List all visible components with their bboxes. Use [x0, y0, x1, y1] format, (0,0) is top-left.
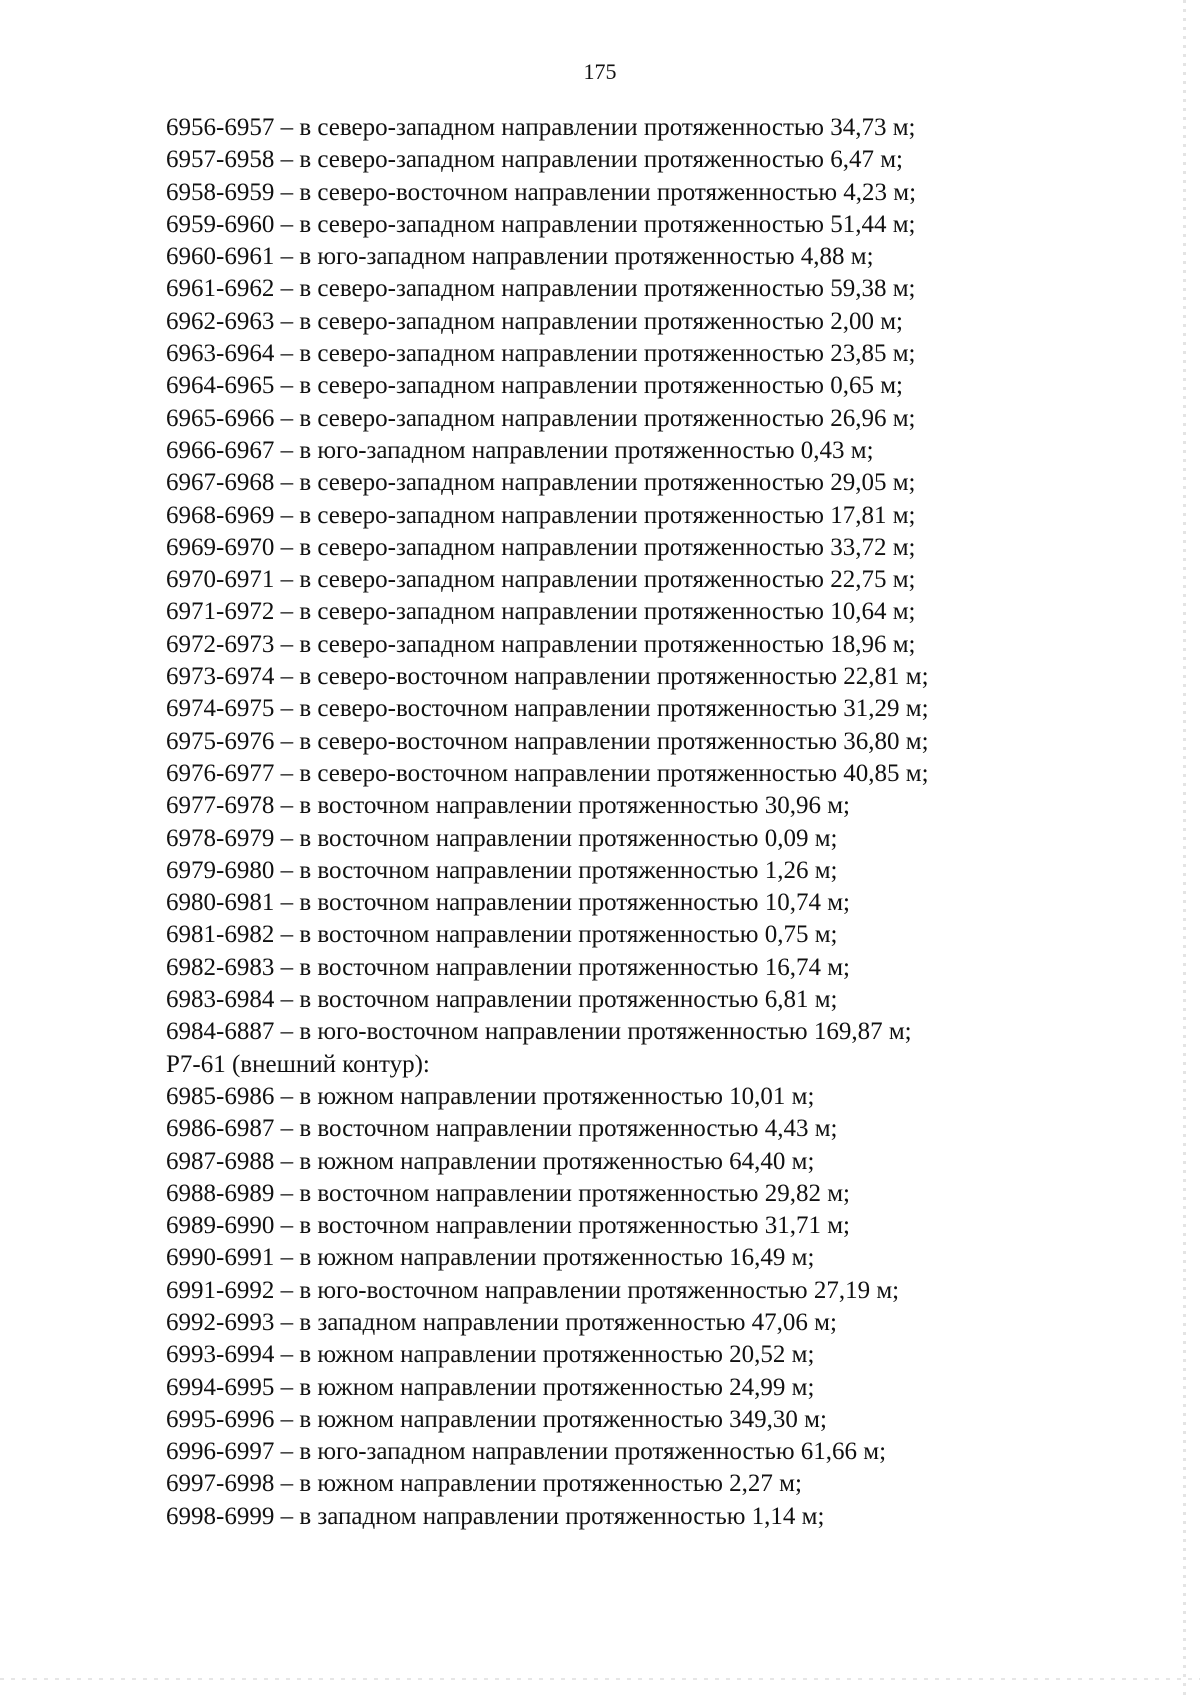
segment-line: 6962-6963 – в северо-западном направлении протяженностью 2,00 м; — [166, 307, 903, 335]
segment-line: 6997-6998 – в южном направлении протяженностью 2,27 м; — [166, 1470, 802, 1498]
segment-line: 6971-6972 – в северо-западном направлении протяженностью 10,64 м; — [166, 598, 916, 626]
segment-line: 6989-6990 – в восточном направлении протяженностью 31,71 м; — [166, 1212, 850, 1240]
segment-line: 6961-6962 – в северо-западном направлении протяженностью 59,38 м; — [166, 275, 916, 303]
segment-line: 6964-6965 – в северо-западном направлении протяженностью 0,65 м; — [166, 372, 903, 400]
segment-line: 6965-6966 – в северо-западном направлении протяженностью 26,96 м; — [166, 404, 916, 432]
segment-line: 6975-6976 – в северо-восточном направлении протяженностью 36,80 м; — [166, 727, 929, 755]
segment-line: 6959-6960 – в северо-западном направлении протяженностью 51,44 м; — [166, 210, 916, 238]
segment-line: 6986-6987 – в восточном направлении протяженностью 4,43 м; — [166, 1115, 838, 1143]
segment-line: 6998-6999 – в западном направлении протяженностью 1,14 м; — [166, 1502, 825, 1530]
segment-line: 6970-6971 – в северо-западном направлении протяженностью 22,75 м; — [166, 566, 916, 594]
segment-line: 6973-6974 – в северо-восточном направлении протяженностью 22,81 м; — [166, 663, 929, 691]
segment-line: 6979-6980 – в восточном направлении протяженностью 1,26 м; — [166, 856, 838, 884]
segment-line: 6968-6969 – в северо-западном направлении протяженностью 17,81 м; — [166, 501, 916, 529]
segment-line: 6996-6997 – в юго-западном направлении протяженностью 61,66 м; — [166, 1438, 887, 1466]
scan-edge-artifact-right — [1183, 0, 1186, 1696]
segment-line: 6982-6983 – в восточном направлении протяженностью 16,74 м; — [166, 953, 850, 981]
segment-line: 6956-6957 – в северо-западном направлении протяженностью 34,73 м; — [166, 114, 916, 141]
segment-line: 6987-6988 – в южном направлении протяженностью 64,40 м; — [166, 1147, 815, 1175]
segment-line: 6991-6992 – в юго-восточном направлении протяженностью 27,19 м; — [166, 1276, 900, 1304]
segment-line: 6984-6887 – в юго-восточном направлении протяженностью 169,87 м; — [166, 1018, 912, 1046]
boundary-segment-list — [166, 112, 1066, 1533]
segment-line: 6960-6961 – в юго-западном направлении протяженностью 4,88 м; — [166, 243, 874, 271]
segment-line: 6974-6975 – в северо-восточном направлении протяженностью 31,29 м; — [166, 695, 929, 723]
segment-line: 6976-6977 – в северо-восточном направлении протяженностью 40,85 м; — [166, 759, 929, 787]
segment-line: 6992-6993 – в западном направлении протяженностью 47,06 м; — [166, 1308, 837, 1336]
segment-line: 6969-6970 – в северо-западном направлении протяженностью 33,72 м; — [166, 533, 916, 561]
segment-line: 6957-6958 – в северо-западном направлении протяженностью 6,47 м; — [166, 146, 903, 174]
segment-line: 6988-6989 – в восточном направлении протяженностью 29,82 м; — [166, 1179, 850, 1207]
segment-line: 6967-6968 – в северо-западном направлении протяженностью 29,05 м; — [166, 469, 916, 497]
segment-line: 6977-6978 – в восточном направлении протяженностью 30,96 м; — [166, 792, 850, 820]
segment-line: 6995-6996 – в южном направлении протяженностью 349,30 м; — [166, 1405, 827, 1433]
segment-line: 6958-6959 – в северо-восточном направлении протяженностью 4,23 м; — [166, 178, 917, 206]
segment-line: 6985-6986 – в южном направлении протяженностью 10,01 м; — [166, 1082, 815, 1110]
segment-line: 6993-6994 – в южном направлении протяженностью 20,52 м; — [166, 1341, 815, 1369]
segment-line: 6978-6979 – в восточном направлении протяженностью 0,09 м; — [166, 824, 838, 852]
segment-line: 6966-6967 – в юго-западном направлении протяженностью 0,43 м; — [166, 436, 874, 464]
segment-line: 6963-6964 – в северо-западном направлении протяженностью 23,85 м; — [166, 340, 916, 368]
section-heading: Р7-61 (внешний контур): — [166, 1050, 430, 1078]
scan-edge-artifact-bottom — [0, 1678, 1200, 1680]
segment-line: 6980-6981 – в восточном направлении протяженностью 10,74 м; — [166, 889, 850, 917]
page-number: 175 — [583, 59, 617, 84]
segment-line: 6994-6995 – в южном направлении протяженностью 24,99 м; — [166, 1373, 815, 1401]
segment-line: 6981-6982 – в восточном направлении протяженностью 0,75 м; — [166, 921, 838, 949]
segment-line: 6972-6973 – в северо-западном направлении протяженностью 18,96 м; — [166, 630, 916, 658]
segment-line: 6990-6991 – в южном направлении протяженностью 16,49 м; — [166, 1244, 815, 1272]
segment-line: 6983-6984 – в восточном направлении протяженностью 6,81 м; — [166, 986, 838, 1014]
